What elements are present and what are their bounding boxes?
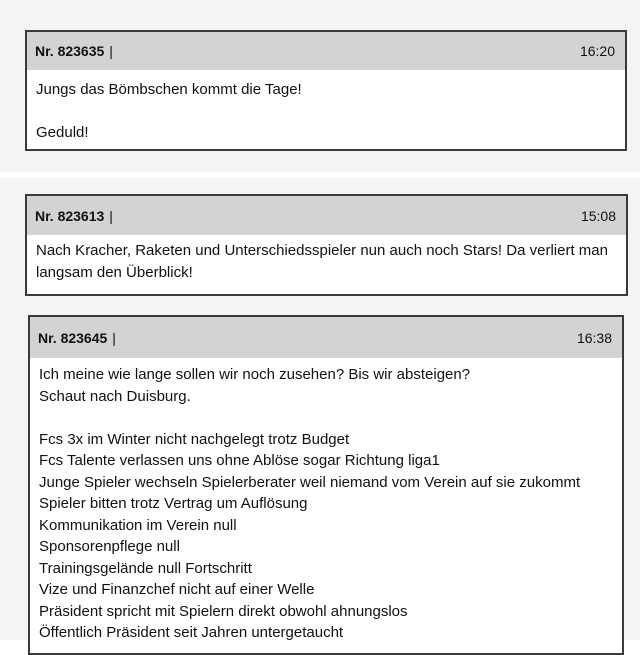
post-line: Präsident spricht mit Spielern direkt obwohl ahnungslos [39,602,408,620]
post-number-text: Nr. 823613 [35,207,105,224]
post-header [30,317,622,358]
post-823645 [28,315,624,655]
post-line [39,407,613,429]
post-number-separator: | [112,329,116,346]
post-line: Kommunikation im Verein null [39,516,237,534]
post-time: 15:08 [580,207,616,224]
post-line: Öffentlich Präsident seit Jahren untergetaucht [39,624,344,641]
post-line: Spieler bitten trotz Vertrag um Auflösung [39,495,308,512]
post-number-text: Nr. 823635 [35,43,105,59]
post-line: Trainingsgelände null Fortschritt [39,559,252,577]
post-line: Ich meine wie lange sollen wir noch zusehen? Bis wir absteigen? [39,366,471,383]
post-line: Junge Spieler wechseln Spielerberater weil niemand vom Verein auf sie zukommt [39,473,581,491]
post-number-text: Nr. 823645 [38,329,108,346]
post-number [38,330,116,346]
post-line [36,101,616,123]
post-number-separator: | [109,207,113,224]
post-number [35,208,113,224]
post-line: Nach Kracher, Raketen und Unterschiedsspieler nun auch noch Stars! Da verliert man langsam den Überblick! [36,242,613,281]
post-823613 [25,194,628,296]
post-823635 [25,30,627,151]
post-line: Vize und Finanzchef nicht auf einer Welle [39,581,315,598]
post-line: Jungs das Bömbschen kommt die Tage! [36,81,302,98]
post-time: 16:38 [576,329,612,346]
post-number-separator: | [109,43,113,59]
post-body [27,235,626,283]
post-time: 16:20 [579,43,615,59]
post-header [27,196,626,235]
post-body [27,70,625,144]
post-header [27,32,625,70]
post-line: Fcs 3x im Winter nicht nachgelegt trotz Budget [39,430,350,448]
post-line: Sponsorenpflege null [39,538,180,555]
post-line: Fcs Talente verlassen uns ohne Ablöse sogar Richtung liga1 [39,452,440,469]
post-line: Geduld! [36,124,89,141]
post-number [35,43,113,59]
post-line: Schaut nach Duisburg. [39,387,191,405]
post-body [30,358,622,644]
